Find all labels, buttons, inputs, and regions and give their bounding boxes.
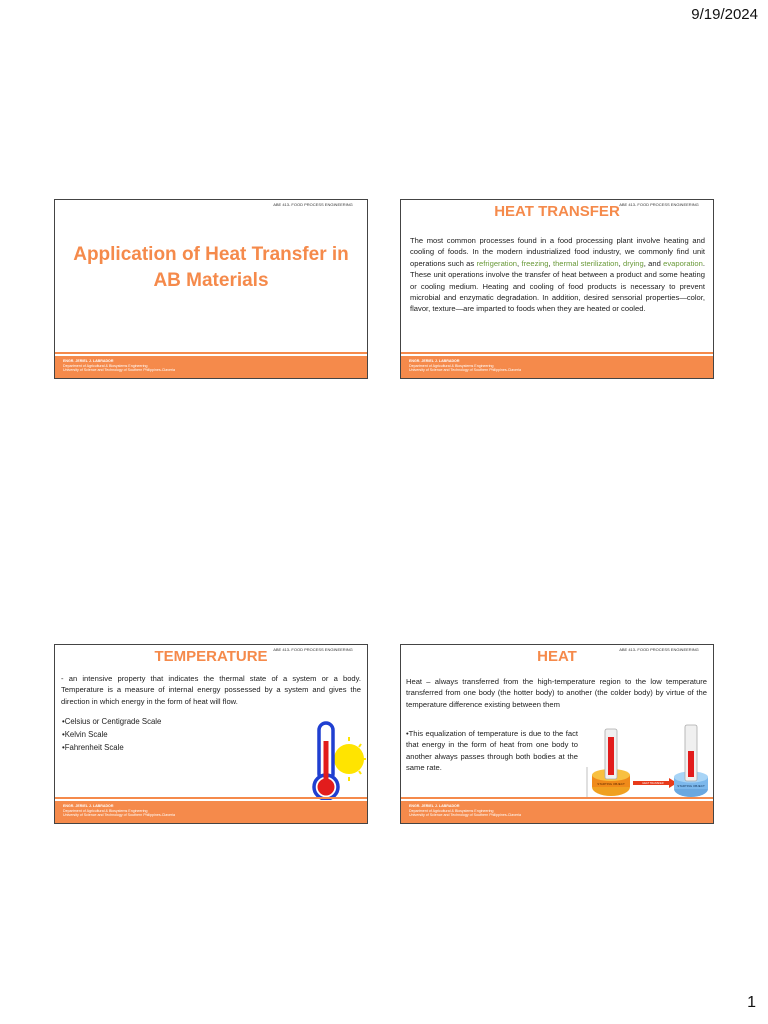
unit-op-freezing: freezing <box>521 258 549 268</box>
slide-heading: HEAT TRANSFER <box>494 203 620 220</box>
footer-department: Department of Agricultural & Biosystems Engineering <box>63 363 148 368</box>
slide-footer <box>401 355 713 378</box>
footer-department: Department of Agricultural & Biosystems Engineering <box>63 808 148 813</box>
hot-cold-thermometers-illustration <box>585 723 711 801</box>
list-item: •Celsius or Centigrade Scale <box>62 717 162 726</box>
separator: , <box>618 258 624 268</box>
paragraph-text: . These unit operations involve the transfer of heat between a product and some heating or cooling medium. Heating and cooling of food products is necessary to prevent microbial and enzymatic degradation. In addition, desired sensorial properties—color, flavor, texture—are imparted to foods when they are heated or cooled. <box>410 258 705 314</box>
footer-department: Department of Agricultural & Biosystems Engineering <box>409 808 494 813</box>
paragraph-text: The most common processes found in a food processing plant involve heating and cooling of foods. In the modern industrialized food industry, we commonly find unit operations such as <box>410 236 705 268</box>
footer-author: ENGR. JERIEL J. LABRADOR <box>409 804 460 808</box>
footer-author: ENGR. JERIEL J. LABRADOR <box>63 804 114 808</box>
unit-op-evaporation: evaporation <box>663 258 703 268</box>
footer-university: University of Science and Technology of Southern Philippines-Claveria <box>63 368 176 373</box>
heat-transfer-paragraph <box>410 235 705 315</box>
slide-footer <box>55 355 367 378</box>
temperature-definition: - an intensive property that indicates the thermal state of a system or a body. Temperature is a measure of internal energy possessed by a system and gives the direction in which energy in the form of heat will flow. <box>61 674 361 706</box>
course-label: ABE 413- FOOD PROCESS ENGINEERING <box>619 647 699 652</box>
slide-2 <box>400 199 714 379</box>
slide-heading: TEMPERATURE <box>154 648 268 665</box>
footer-university: University of Science and Technology of Southern Philippines-Claveria <box>63 813 176 818</box>
heat-definition: Heat – always transferred from the high-temperature region to the low temperature transferred from one body (the hotter body) to another (the colder body) by virtue of the temperature difference existing between them <box>406 677 707 709</box>
footer-university: University of Science and Technology of Southern Philippines-Claveria <box>409 813 522 818</box>
sun-icon <box>334 744 364 774</box>
footer-author: ENGR. JERIEL J. LABRADOR <box>409 359 460 363</box>
slide-footer <box>401 800 713 823</box>
separator: , <box>548 258 553 268</box>
print-date: 9/19/2024 <box>691 6 758 23</box>
arrow-label: HEAT TRANSFER <box>642 782 664 785</box>
course-label: ABE 413- FOOD PROCESS ENGINEERING <box>619 202 699 207</box>
slide-title: Application of Heat Transfer in AB Materials <box>73 244 349 291</box>
list-item: •Fahrenheit Scale <box>62 743 124 752</box>
course-label: ABE 413- FOOD PROCESS ENGINEERING <box>273 647 353 652</box>
unit-op-drying: drying <box>623 258 644 268</box>
footer-department: Department of Agricultural & Biosystems Engineering <box>409 363 494 368</box>
slide-footer <box>55 800 367 823</box>
list-item: •Kelvin Scale <box>62 730 108 739</box>
thermometer-sun-illustration <box>303 717 367 803</box>
thermometer-mercury-bulb <box>318 779 335 796</box>
slide-heading: HEAT <box>537 648 577 665</box>
separator: , and <box>643 258 664 268</box>
course-label: ABE 413- FOOD PROCESS ENGINEERING <box>273 202 353 207</box>
heat-bullet: •This equalization of temperature is due to the fact that energy in the form of heat from one body to another always passes through both bodies at the same rate. <box>406 729 578 773</box>
thermometer-mercury <box>324 741 329 785</box>
page-number: 1 <box>747 994 756 1011</box>
hot-object-label: STARTING OBJECT <box>597 782 625 786</box>
footer-author: ENGR. JERIEL J. LABRADOR <box>63 359 114 363</box>
scale-list <box>62 715 161 754</box>
unit-op-refrigeration: refrigeration <box>476 258 518 268</box>
separator: , <box>517 258 522 268</box>
cold-object-label: STARTING OBJECT <box>677 784 705 788</box>
slide-4 <box>400 644 714 824</box>
slide-3 <box>54 644 368 824</box>
footer-university: University of Science and Technology of Southern Philippines-Claveria <box>409 368 522 373</box>
unit-op-thermal-sterilization: thermal sterilization <box>552 258 619 268</box>
slide-1 <box>54 199 368 379</box>
